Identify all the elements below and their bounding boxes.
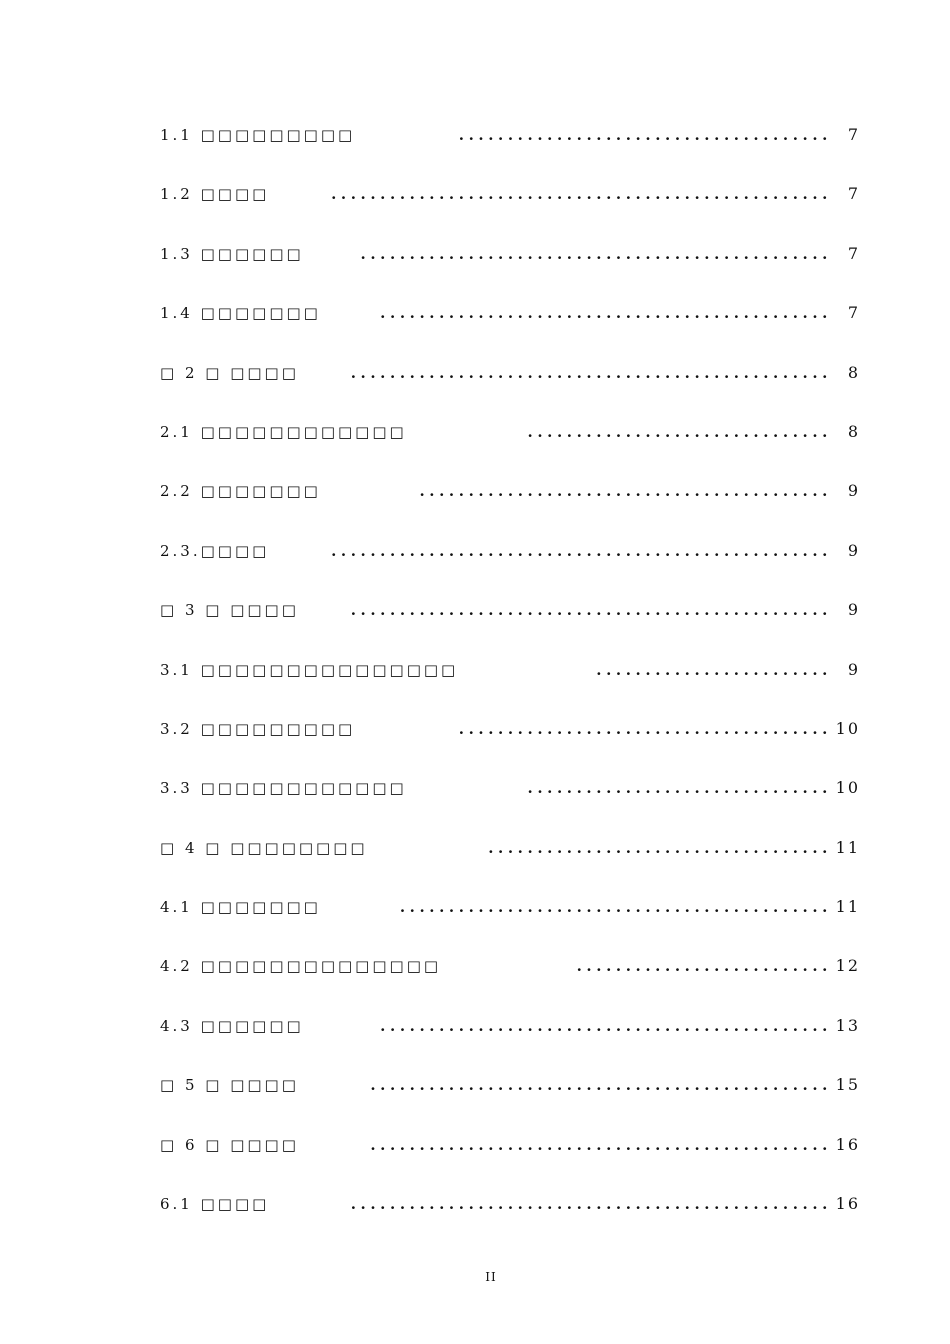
- toc-page-number: 10: [835, 718, 860, 738]
- toc-page-number: 15: [835, 1075, 860, 1095]
- toc-page-number: 7: [847, 184, 860, 204]
- toc-entry-title: □ 3 □ □□□□: [160, 601, 299, 620]
- table-of-contents: [160, 116, 860, 1244]
- toc-entry-title: 4.2 □□□□□□□□□□□□□□: [160, 957, 442, 976]
- toc-entry-title: 4.1 □□□□□□□: [160, 898, 321, 917]
- toc-entry-title: 1.4 □□□□□□□: [160, 304, 321, 323]
- toc-page-number: 7: [847, 303, 860, 323]
- toc-leader-dots: ...................................................: [331, 541, 832, 560]
- toc-entry[interactable]: [160, 1126, 860, 1185]
- toc-entry[interactable]: [160, 235, 860, 294]
- toc-leader-dots: ...............................................: [370, 1076, 832, 1095]
- toc-leader-dots: .................................................: [350, 1195, 832, 1214]
- toc-entry-title: □ 6 □ □□□□: [160, 1135, 299, 1154]
- toc-entry-title: □ 2 □ □□□□: [160, 363, 299, 382]
- toc-entry[interactable]: [160, 175, 860, 234]
- toc-leader-dots: ......................................: [458, 126, 832, 144]
- toc-page-number: 9: [847, 540, 860, 560]
- toc-leader-dots: ..............................................: [380, 1016, 832, 1035]
- toc-entry-title: □ 4 □ □□□□□□□□: [160, 838, 368, 857]
- toc-entry[interactable]: [160, 947, 860, 1006]
- toc-entry[interactable]: [160, 769, 860, 828]
- toc-page-number: 16: [835, 1134, 860, 1154]
- toc-entry[interactable]: [160, 888, 860, 947]
- toc-leader-dots: ............................................: [399, 898, 832, 917]
- toc-entry-title: 1.1 □□□□□□□□□: [160, 126, 356, 144]
- toc-leader-dots: ...................................: [488, 838, 832, 857]
- toc-leader-dots: .................................................: [350, 601, 832, 620]
- toc-page-number: 9: [847, 481, 860, 501]
- toc-entry[interactable]: [160, 294, 860, 353]
- toc-leader-dots: ...............................: [527, 422, 832, 441]
- toc-entry-title: 3.2 □□□□□□□□□: [160, 719, 356, 738]
- toc-page-number: 7: [847, 243, 860, 263]
- toc-entry-title: 4.3 □□□□□□: [160, 1016, 304, 1035]
- toc-leader-dots: .................................................: [350, 363, 832, 382]
- toc-entry-title: 1.3 □□□□□□: [160, 244, 304, 263]
- toc-leader-dots: ...............................: [527, 779, 832, 798]
- toc-page-number: 16: [835, 1194, 860, 1214]
- toc-entry-title: 6.1 □□□□: [160, 1195, 270, 1214]
- toc-entry-title: 2.3.□□□□: [160, 541, 270, 560]
- toc-page-number: 9: [847, 659, 860, 679]
- toc-leader-dots: ...................................................: [331, 185, 832, 204]
- page-number: II: [485, 1270, 497, 1284]
- toc-entry[interactable]: [160, 116, 860, 175]
- toc-entry[interactable]: [160, 1185, 860, 1244]
- toc-leader-dots: ........................: [596, 660, 832, 679]
- toc-entry-title: □ 5 □ □□□□: [160, 1076, 299, 1095]
- toc-entry[interactable]: [160, 413, 860, 472]
- toc-page-number: 13: [835, 1015, 860, 1035]
- toc-entry-title: 3.3 □□□□□□□□□□□□: [160, 779, 407, 798]
- toc-entry-title: 1.2 □□□□: [160, 185, 270, 204]
- toc-entry-title: 3.1 □□□□□□□□□□□□□□□: [160, 660, 459, 679]
- toc-entry[interactable]: [160, 1007, 860, 1066]
- toc-entry[interactable]: [160, 651, 860, 710]
- toc-leader-dots: ..............................................: [380, 304, 832, 323]
- toc-entry[interactable]: [160, 829, 860, 888]
- toc-page-number: 9: [847, 600, 860, 620]
- toc-page-number: 12: [835, 956, 860, 976]
- toc-entry[interactable]: [160, 710, 860, 769]
- toc-page-number: 11: [835, 837, 860, 857]
- toc-entry[interactable]: [160, 1066, 860, 1125]
- toc-leader-dots: ................................................: [360, 244, 832, 263]
- toc-entry[interactable]: [160, 532, 860, 591]
- toc-entry[interactable]: [160, 354, 860, 413]
- toc-entry[interactable]: [160, 591, 860, 650]
- toc-entry-title: 2.1 □□□□□□□□□□□□: [160, 422, 407, 441]
- toc-page-number: 8: [847, 362, 860, 382]
- toc-page-number: 11: [835, 897, 860, 917]
- toc-page-number: 8: [847, 421, 860, 441]
- toc-leader-dots: ..........................: [576, 957, 832, 976]
- toc-leader-dots: ......................................: [458, 719, 832, 738]
- toc-entry-title: 2.2 □□□□□□□: [160, 482, 321, 501]
- toc-entry[interactable]: [160, 472, 860, 531]
- toc-leader-dots: ..........................................: [419, 482, 832, 501]
- toc-leader-dots: ...............................................: [370, 1135, 832, 1154]
- toc-page-number: 7: [847, 125, 860, 144]
- toc-page-number: 10: [835, 778, 860, 798]
